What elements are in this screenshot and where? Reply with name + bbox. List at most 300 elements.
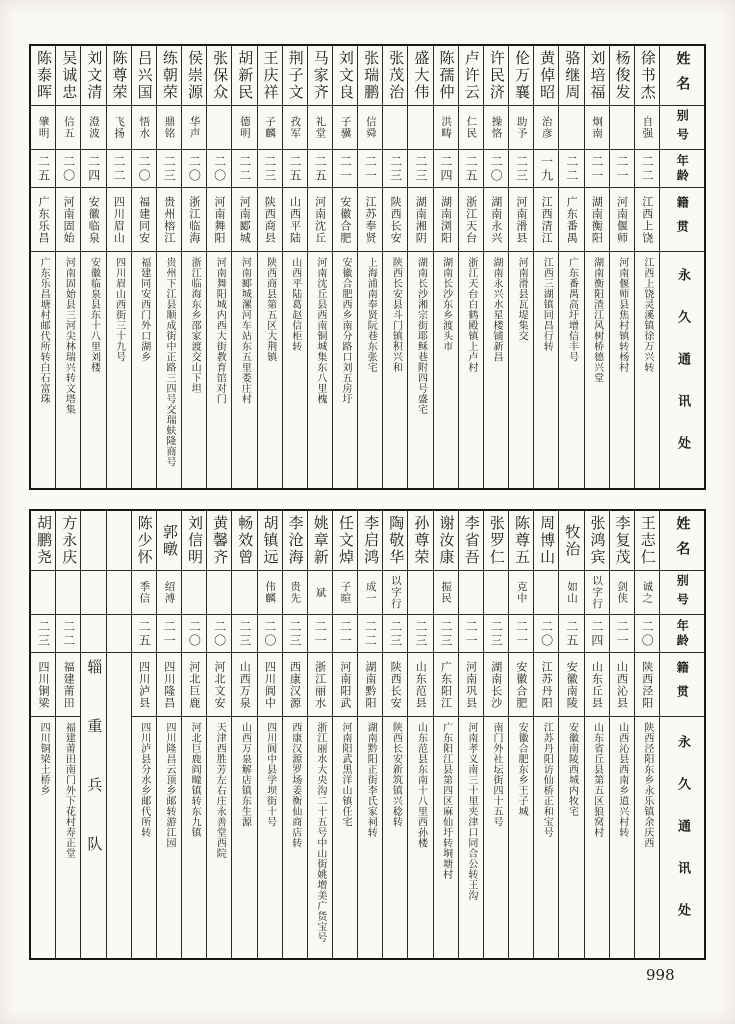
- person-name: 陈尊五: [513, 515, 532, 566]
- person-age-cell: [258, 615, 282, 653]
- person-native-place-cell: [132, 653, 156, 717]
- person-name-cell: [509, 46, 533, 106]
- person-address-cell: [182, 717, 206, 958]
- person-address: 南门外社坛街四十五号: [490, 722, 502, 827]
- person-address-cell: [610, 717, 634, 958]
- person-name-cell: [635, 46, 659, 106]
- person-alias: 鼎铭: [163, 116, 176, 139]
- person-name-cell: [610, 511, 634, 571]
- person-age-cell: [31, 150, 55, 188]
- person-age: 二三: [262, 154, 277, 183]
- person-column: [106, 46, 131, 488]
- person-alias-cell: [283, 571, 307, 615]
- person-address: 河南偃师县焦村镇转杨村: [616, 257, 628, 373]
- person-age: 二〇: [489, 154, 504, 183]
- person-alias: 剑侠: [616, 581, 629, 604]
- person-column: [407, 46, 432, 488]
- person-age-cell: [283, 615, 307, 653]
- person-age: 二五: [564, 619, 579, 648]
- person-alias: 诚之: [641, 581, 654, 604]
- person-age-cell: [509, 615, 533, 653]
- person-name: 黄馨齐: [211, 515, 230, 566]
- person-native-place-cell: [207, 188, 231, 252]
- person-address-cell: [559, 252, 583, 488]
- person-address: 河南沈丘县西南铜城集东八里槐: [314, 257, 326, 404]
- person-alias-cell: [308, 106, 332, 150]
- person-name-cell: [308, 511, 332, 571]
- person-alias-cell: [232, 106, 256, 150]
- person-alias: 贵先: [289, 581, 302, 604]
- person-native-place: 广东番禺: [565, 195, 579, 244]
- person-native-place-cell: [459, 188, 483, 252]
- person-address-cell: [534, 717, 558, 958]
- person-alias-cell: [157, 571, 181, 615]
- person-age-cell: [434, 150, 458, 188]
- person-address-cell: [434, 717, 458, 958]
- person-column: [483, 46, 508, 488]
- page-number: 998: [646, 966, 675, 984]
- person-name-cell: [107, 46, 131, 106]
- person-age: 二五: [464, 154, 479, 183]
- person-name: 黄倬昭: [538, 50, 557, 101]
- person-alias: 子骥: [339, 116, 352, 139]
- person-age-cell: [157, 150, 181, 188]
- person-address: 河南滑县瓦堤集交: [516, 257, 528, 341]
- person-alias-cell: [107, 106, 131, 150]
- person-name-cell: [56, 46, 80, 106]
- person-column: [131, 511, 156, 958]
- person-age-cell: [81, 150, 105, 188]
- person-native-place-cell: [182, 653, 206, 717]
- person-name: 刘培福: [588, 50, 607, 101]
- person-address: 河北巨鹿阎疃镇转东九镇: [189, 722, 201, 838]
- person-name-cell: [383, 511, 407, 571]
- person-address-cell: [383, 717, 407, 958]
- person-name: 卢许云: [462, 50, 481, 101]
- person-column: [231, 511, 256, 958]
- header-column: [659, 46, 704, 488]
- header-native-label: 籍贯: [675, 660, 690, 709]
- person-native-place-cell: [232, 188, 256, 252]
- person-native-place: 福建莆田: [62, 660, 76, 709]
- person-alias-cell: [207, 106, 231, 150]
- person-native-place-cell: [157, 188, 181, 252]
- person-native-place: 湖南衡阳: [590, 195, 604, 244]
- person-age-cell: [132, 150, 156, 188]
- person-column: [508, 46, 533, 488]
- person-name: 刘信明: [185, 515, 204, 566]
- person-native-place: 浙江临海: [187, 195, 201, 244]
- person-native-place-cell: [559, 188, 583, 252]
- person-column: [609, 511, 634, 958]
- person-native-place: 河南固始: [62, 195, 76, 244]
- person-name-cell: [509, 511, 533, 571]
- blank-cell: [107, 615, 131, 653]
- person-address-cell: [232, 717, 256, 958]
- person-column: [257, 46, 282, 488]
- person-name: 姚章新: [311, 515, 330, 566]
- person-address: 四川眉山西街三十九号: [113, 257, 125, 362]
- person-address: 西康汉源罗场姜衡仙商店转: [289, 722, 301, 848]
- person-name: 孙尊荣: [412, 515, 431, 566]
- person-age-cell: [232, 615, 256, 653]
- person-address: 四川铜梁土桥乡: [38, 722, 50, 796]
- person-native-place: 福建同安: [137, 195, 151, 244]
- person-name: 胡新民: [236, 50, 255, 101]
- person-column: [156, 511, 181, 958]
- person-column: [181, 511, 206, 958]
- person-name-cell: [459, 46, 483, 106]
- person-address: 陕西商县第五区大荆镇: [264, 257, 276, 362]
- person-age-cell: [283, 150, 307, 188]
- person-native-place: 四川铜梁: [36, 660, 50, 709]
- person-name-cell: [182, 511, 206, 571]
- person-address: 福建同安西门外口湖乡: [138, 257, 150, 362]
- person-name-cell: [635, 511, 659, 571]
- person-native-place: 湖南浏阳: [439, 195, 453, 244]
- person-address: 安徽临泉县东十八里刘楼: [88, 257, 100, 373]
- person-name: 李省吾: [462, 515, 481, 566]
- person-native-place: 陕西长安: [389, 195, 403, 244]
- person-native-place: 安徽临泉: [87, 195, 101, 244]
- person-native-place-cell: [31, 188, 55, 252]
- person-alias: 孜军: [289, 116, 302, 139]
- person-age-cell: [484, 615, 508, 653]
- person-age-cell: [635, 615, 659, 653]
- person-age: 二二: [363, 619, 378, 648]
- person-name-cell: [434, 511, 458, 571]
- person-age: 二五: [313, 154, 328, 183]
- person-native-place-cell: [283, 653, 307, 717]
- person-age-cell: [182, 150, 206, 188]
- person-address: 福建莆田南门外下花村寿正堂: [63, 722, 75, 859]
- person-column: [407, 511, 432, 958]
- person-name: 盛大伟: [412, 50, 431, 101]
- person-native-place: 河南滑县: [514, 195, 528, 244]
- person-native-place-cell: [610, 188, 634, 252]
- person-alias-cell: [157, 106, 181, 150]
- header-age-label: 年龄: [675, 153, 690, 184]
- person-alias-cell: [308, 571, 332, 615]
- person-address: 河南舞阳城内西大街教育馆对门: [214, 257, 226, 404]
- person-name-cell: [207, 46, 231, 106]
- person-native-place: 浙江丽水: [313, 660, 327, 709]
- person-age-cell: [333, 615, 357, 653]
- person-address-cell: [459, 717, 483, 958]
- person-alias: 悟水: [138, 116, 151, 139]
- person-name: 任文焯: [336, 515, 355, 566]
- person-address: 浙江丽水大央沟二十五号中山街姚增美广货宝号: [314, 722, 326, 943]
- person-native-place: 贵州榕江: [162, 195, 176, 244]
- person-address-cell: [157, 717, 181, 958]
- person-age-cell: [585, 615, 609, 653]
- person-age: 二〇: [137, 154, 152, 183]
- person-age-cell: [107, 150, 131, 188]
- person-name-cell: [534, 46, 558, 106]
- person-native-place-cell: [559, 653, 583, 717]
- header-alias-label: 别号: [675, 108, 690, 147]
- person-name-cell: [358, 46, 382, 106]
- person-address-cell: [182, 252, 206, 488]
- person-address-cell: [333, 717, 357, 958]
- person-address: 湖南衡阳渣江风树桥德兴堂: [591, 257, 603, 383]
- person-age: 二二: [61, 619, 76, 648]
- person-native-place: 陕西长安: [389, 660, 403, 709]
- person-alias: 信五: [62, 116, 75, 139]
- person-alias-cell: [56, 106, 80, 150]
- person-address-cell: [31, 717, 55, 958]
- person-address: 广东番禺高圩增信丰号: [566, 257, 578, 362]
- person-name: 刘文良: [336, 50, 355, 101]
- person-address-cell: [132, 252, 156, 488]
- person-column: [55, 511, 80, 958]
- person-name: 李复茂: [613, 515, 632, 566]
- person-alias-cell: [283, 106, 307, 150]
- person-address-cell: [585, 252, 609, 488]
- person-age-cell: [258, 150, 282, 188]
- person-column: [433, 511, 458, 958]
- person-native-place: 河南舞阳: [213, 195, 227, 244]
- person-native-place: 湖南永兴: [489, 195, 503, 244]
- person-age: 二一: [589, 154, 604, 183]
- person-native-place-cell: [258, 188, 282, 252]
- person-name: 张瑞鹏: [362, 50, 381, 101]
- person-column: [31, 46, 55, 488]
- person-name-cell: [157, 46, 181, 106]
- person-address: 河南郾城漯河车站东五里娄庄村: [239, 257, 251, 404]
- person-alias-cell: [31, 106, 55, 150]
- person-name-cell: [559, 46, 583, 106]
- person-native-place: 河南郾城: [238, 195, 252, 244]
- person-address: 四川阆中县学坝街十号: [264, 722, 276, 827]
- person-alias-cell: [434, 571, 458, 615]
- person-native-place: 西康汉源: [288, 660, 302, 709]
- person-age-cell: [56, 615, 80, 653]
- person-alias-cell: [358, 106, 382, 150]
- person-age-cell: [559, 150, 583, 188]
- header-name-label: 姓名: [674, 50, 691, 101]
- person-name: 练朝荣: [160, 50, 179, 101]
- person-age: 二三: [162, 154, 177, 183]
- person-column: [533, 511, 558, 958]
- person-address: 河南阳武黑洋山镇任宅: [340, 722, 352, 827]
- person-column: [307, 46, 332, 488]
- person-address: 贵州下江县顺成街中正路三四号交瑞蚨隆商号: [163, 257, 175, 467]
- person-native-place: 河北文安: [213, 660, 227, 709]
- person-column: [282, 511, 307, 958]
- person-native-place-cell: [434, 653, 458, 717]
- person-native-place: 山西万泉: [238, 660, 252, 709]
- person-age-cell: [207, 150, 231, 188]
- person-native-place-cell: [358, 653, 382, 717]
- person-native-place: 安徽合肥: [338, 195, 352, 244]
- person-address: 江苏丹阳访仙桥正和宝号: [541, 722, 553, 838]
- person-age: 二三: [388, 619, 403, 648]
- person-alias-cell: [232, 571, 256, 615]
- person-native-place-cell: [132, 188, 156, 252]
- person-name-cell: [333, 46, 357, 106]
- person-native-place-cell: [182, 188, 206, 252]
- person-age: 二一: [464, 619, 479, 648]
- person-age-cell: [408, 150, 432, 188]
- person-alias-cell: [610, 571, 634, 615]
- person-age: 二一: [363, 154, 378, 183]
- blank-cell: [107, 511, 131, 571]
- person-native-place: 四川泸县: [137, 660, 151, 709]
- person-native-place: 山东丘县: [590, 660, 604, 709]
- person-address: 河南固始县三河尖林瑞兴转文塔集: [63, 257, 75, 415]
- person-name-cell: [358, 511, 382, 571]
- person-age-cell: [383, 615, 407, 653]
- person-alias-cell: [408, 106, 432, 150]
- empty-column: [106, 511, 131, 958]
- person-alias-cell: [484, 571, 508, 615]
- person-column: [558, 511, 583, 958]
- person-address: 上海浦南奉贤阮巷东张宅: [365, 257, 377, 373]
- person-alias-cell: [484, 106, 508, 150]
- person-name-cell: [157, 511, 181, 571]
- person-native-place-cell: [157, 653, 181, 717]
- section-label: 辎重兵队: [85, 659, 104, 895]
- person-name: 陈泰晖: [35, 50, 54, 101]
- header-address-cell: [660, 252, 704, 488]
- person-native-place-cell: [484, 188, 508, 252]
- header-address-cell: [660, 717, 704, 958]
- person-name: 王庆祥: [261, 50, 280, 101]
- person-native-place: 广东阳江: [439, 660, 453, 709]
- person-address: 广东乐昌塘村邮代所转白石富珠: [38, 257, 50, 404]
- person-alias-cell: [509, 571, 533, 615]
- person-address: 陕西长安新筑镇兴稔转: [390, 722, 402, 827]
- person-address: 湖南长沙东乡渡头市: [440, 257, 452, 352]
- person-native-place-cell: [232, 653, 256, 717]
- person-age-cell: [635, 150, 659, 188]
- person-alias: 克中: [515, 581, 528, 604]
- person-alias: 子暄: [339, 581, 352, 604]
- person-address: 河南孝义南三十里夹津口同合公转王沟: [465, 722, 477, 901]
- person-age-cell: [534, 615, 558, 653]
- person-column: [433, 46, 458, 488]
- person-native-place-cell: [81, 188, 105, 252]
- person-age: 二一: [162, 619, 177, 648]
- person-name-cell: [610, 46, 634, 106]
- person-alias-cell: [459, 106, 483, 150]
- person-address-cell: [509, 717, 533, 958]
- person-alias-cell: [559, 571, 583, 615]
- person-address-cell: [610, 252, 634, 488]
- person-address-cell: [459, 252, 483, 488]
- person-address: 江西上饶灵溪镇徐万兴转: [641, 257, 653, 373]
- person-address-cell: [258, 717, 282, 958]
- person-age-cell: [484, 150, 508, 188]
- header-alias-label: 别号: [675, 573, 690, 612]
- person-age: 二四: [438, 154, 453, 183]
- person-native-place-cell: [484, 653, 508, 717]
- person-native-place: 河南巩县: [464, 660, 478, 709]
- person-native-place: 江苏奉贤: [363, 195, 377, 244]
- person-age: 二三: [36, 619, 51, 648]
- person-name: 吕兴国: [135, 50, 154, 101]
- person-address: 山东省丘县第五区狼窝村: [591, 722, 603, 838]
- register-table-bottom: [29, 509, 706, 960]
- person-alias: 洪畴: [440, 116, 453, 139]
- blank-cell: [81, 571, 105, 615]
- person-column: [131, 46, 156, 488]
- person-age: 二三: [438, 619, 453, 648]
- person-address-cell: [383, 252, 407, 488]
- person-age: 二二: [237, 154, 252, 183]
- person-alias: 成一: [364, 581, 377, 604]
- person-age: 二五: [36, 154, 51, 183]
- person-address: 陕西泾阳东乡永乐镇余庆西: [641, 722, 653, 848]
- person-alias-cell: [31, 571, 55, 615]
- person-alias-cell: [383, 571, 407, 615]
- person-native-place-cell: [585, 188, 609, 252]
- person-address-cell: [635, 252, 659, 488]
- person-age: 二三: [413, 619, 428, 648]
- person-age-cell: [383, 150, 407, 188]
- person-native-place-cell: [534, 653, 558, 717]
- person-name: 骆继周: [563, 50, 582, 101]
- person-alias-cell: [258, 106, 282, 150]
- person-age-cell: [232, 150, 256, 188]
- person-age: 二〇: [187, 154, 202, 183]
- person-age: 二三: [388, 154, 403, 183]
- person-alias: 助予: [515, 116, 528, 139]
- person-age-cell: [358, 150, 382, 188]
- blank-cell: [81, 511, 105, 571]
- header-address-label: 永久通讯处: [675, 735, 690, 945]
- person-column: [55, 46, 80, 488]
- person-alias-cell: [132, 571, 156, 615]
- person-name: 方永庆: [60, 515, 79, 566]
- person-alias-cell: [459, 571, 483, 615]
- person-alias: 德明: [238, 116, 251, 139]
- person-native-place-cell: [408, 653, 432, 717]
- person-column: [206, 511, 231, 958]
- person-alias: 振民: [440, 581, 453, 604]
- person-alias: 自强: [641, 116, 654, 139]
- person-age-cell: [585, 150, 609, 188]
- person-native-place: 山西沁县: [615, 660, 629, 709]
- person-native-place: 四川隆昌: [162, 660, 176, 709]
- person-name-cell: [383, 46, 407, 106]
- person-age: 二一: [514, 619, 529, 648]
- person-native-place: 河南偃师: [615, 195, 629, 244]
- person-name: 吴诚忠: [60, 50, 79, 101]
- person-native-place-cell: [333, 653, 357, 717]
- person-alias-cell: [182, 571, 206, 615]
- person-native-place: 山西平陆: [288, 195, 302, 244]
- person-address-cell: [585, 717, 609, 958]
- person-name-cell: [258, 511, 282, 571]
- person-address-cell: [157, 252, 181, 488]
- person-native-place-cell: [383, 188, 407, 252]
- person-alias: 礼堂: [314, 116, 327, 139]
- person-native-place: 四川眉山: [112, 195, 126, 244]
- person-age: 二三: [413, 154, 428, 183]
- person-native-place: 湖南黔阳: [363, 660, 377, 709]
- person-native-place: 安徽南陵: [565, 660, 579, 709]
- person-address-cell: [408, 717, 432, 958]
- person-name: 王志仁: [638, 515, 657, 566]
- person-column: [609, 46, 634, 488]
- person-age-cell: [610, 150, 634, 188]
- person-alias-cell: [434, 106, 458, 150]
- person-name: 张茂治: [387, 50, 406, 101]
- person-alias-cell: [258, 571, 282, 615]
- person-age-cell: [509, 150, 533, 188]
